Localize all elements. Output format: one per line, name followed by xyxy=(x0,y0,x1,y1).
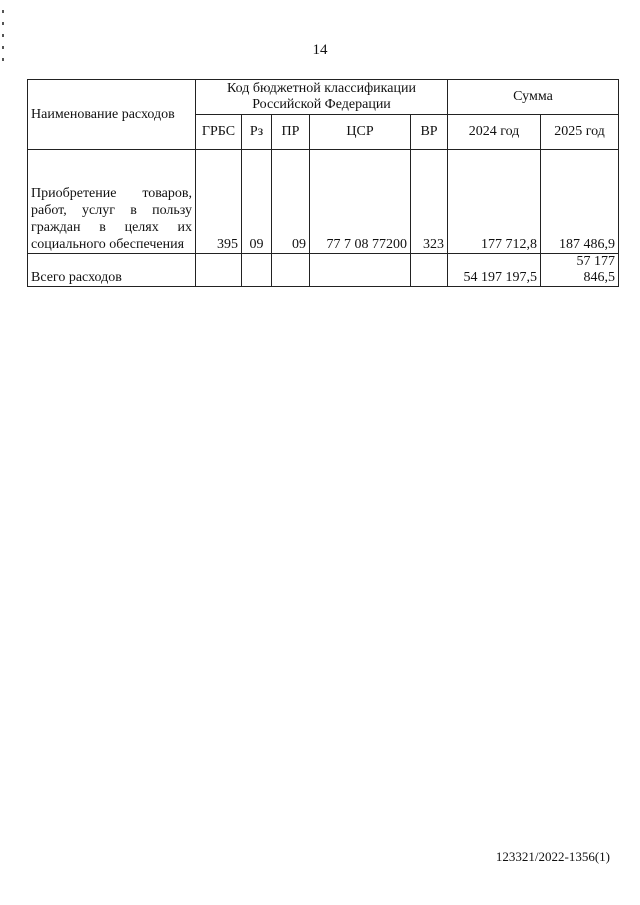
budget-table xyxy=(27,79,619,287)
header-sum-group: Сумма xyxy=(448,80,619,115)
header-2025: 2025 год xyxy=(541,115,619,150)
total-empty-cell xyxy=(272,254,310,287)
scan-mark xyxy=(2,10,4,13)
table-header-row xyxy=(28,80,619,115)
header-vr: ВР xyxy=(411,115,448,150)
total-row xyxy=(28,254,619,287)
total-2025: 57 177 846,5 xyxy=(541,254,619,287)
header-rz: Рз xyxy=(242,115,272,150)
row-csr: 77 7 08 77200 xyxy=(310,150,411,254)
row-grbs: 395 xyxy=(196,150,242,254)
total-empty-cell xyxy=(411,254,448,287)
row-name: Приобретение товаров, работ, услуг в пользу граждан в целях их социального обеспечения xyxy=(28,150,196,254)
row-vr: 323 xyxy=(411,150,448,254)
row-2024: 177 712,8 xyxy=(448,150,541,254)
row-rz: 09 xyxy=(242,150,272,254)
scan-mark xyxy=(2,34,4,37)
total-label: Всего расходов xyxy=(28,254,196,287)
row-pr: 09 xyxy=(272,150,310,254)
scan-mark xyxy=(2,22,4,25)
row-2025: 187 486,9 xyxy=(541,150,619,254)
header-csr: ЦСР xyxy=(310,115,411,150)
header-code-group: Код бюджетной классификации Российской Федерации xyxy=(196,80,448,115)
header-pr: ПР xyxy=(272,115,310,150)
header-2024: 2024 год xyxy=(448,115,541,150)
total-empty-cell xyxy=(310,254,411,287)
total-2024: 54 197 197,5 xyxy=(448,254,541,287)
header-grbs: ГРБС xyxy=(196,115,242,150)
page-number: 14 xyxy=(312,42,328,58)
table-row xyxy=(28,150,619,254)
document-code: 123321/2022-1356(1) xyxy=(495,849,610,864)
total-empty-cell xyxy=(196,254,242,287)
header-name: Наименование расходов xyxy=(28,80,196,150)
total-empty-cell xyxy=(242,254,272,287)
